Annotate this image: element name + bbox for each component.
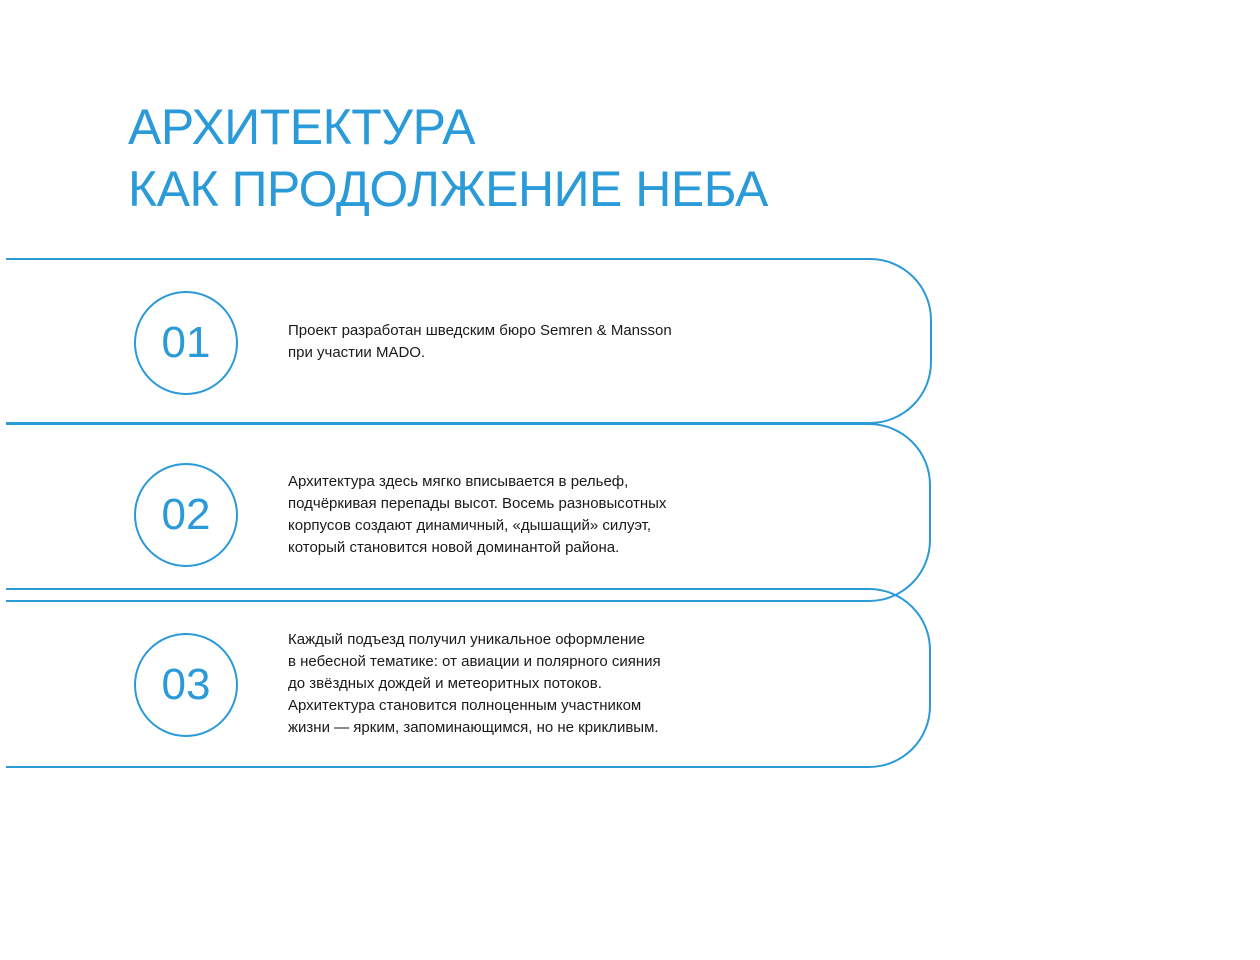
feature-text-1 (288, 320, 728, 364)
text-line: в небесной тематике: от авиации и полярного сияния (288, 653, 661, 670)
text-line: Архитектура здесь мягко вписывается в рельеф, (288, 473, 629, 490)
feature-text-2 (288, 471, 728, 559)
text-line: при участии MADO. (288, 344, 426, 361)
text-line: жизни — ярким, запоминающимся, но не крикливым. (288, 719, 659, 736)
feature-card-2 (6, 423, 931, 602)
number-badge-2: 02 (134, 463, 238, 567)
text-line: корпусов создают динамичный, «дышащий» силуэт, (288, 517, 652, 534)
text-line: который становится новой доминантой района. (288, 539, 620, 556)
feature-card-1 (6, 258, 932, 424)
page-title (128, 96, 768, 220)
text-line: Архитектура становится полноценным участником (288, 697, 642, 714)
text-line: до звёздных дождей и метеоритных потоков. (288, 675, 602, 692)
title-line-1: АРХИТЕКТУРА (128, 99, 475, 155)
title-line-2: КАК ПРОДОЛЖЕНИЕ НЕБА (128, 161, 768, 217)
text-line: подчёркивая перепады высот. Восемь разновысотных (288, 495, 667, 512)
number-badge-1: 01 (134, 291, 238, 395)
number-badge-3: 03 (134, 633, 238, 737)
feature-text-3 (288, 629, 728, 739)
feature-card-3 (6, 588, 931, 768)
text-line: Каждый подъезд получил уникальное оформление (288, 631, 645, 648)
text-line: Проект разработан шведским бюро Semren & Mansson (288, 322, 672, 339)
